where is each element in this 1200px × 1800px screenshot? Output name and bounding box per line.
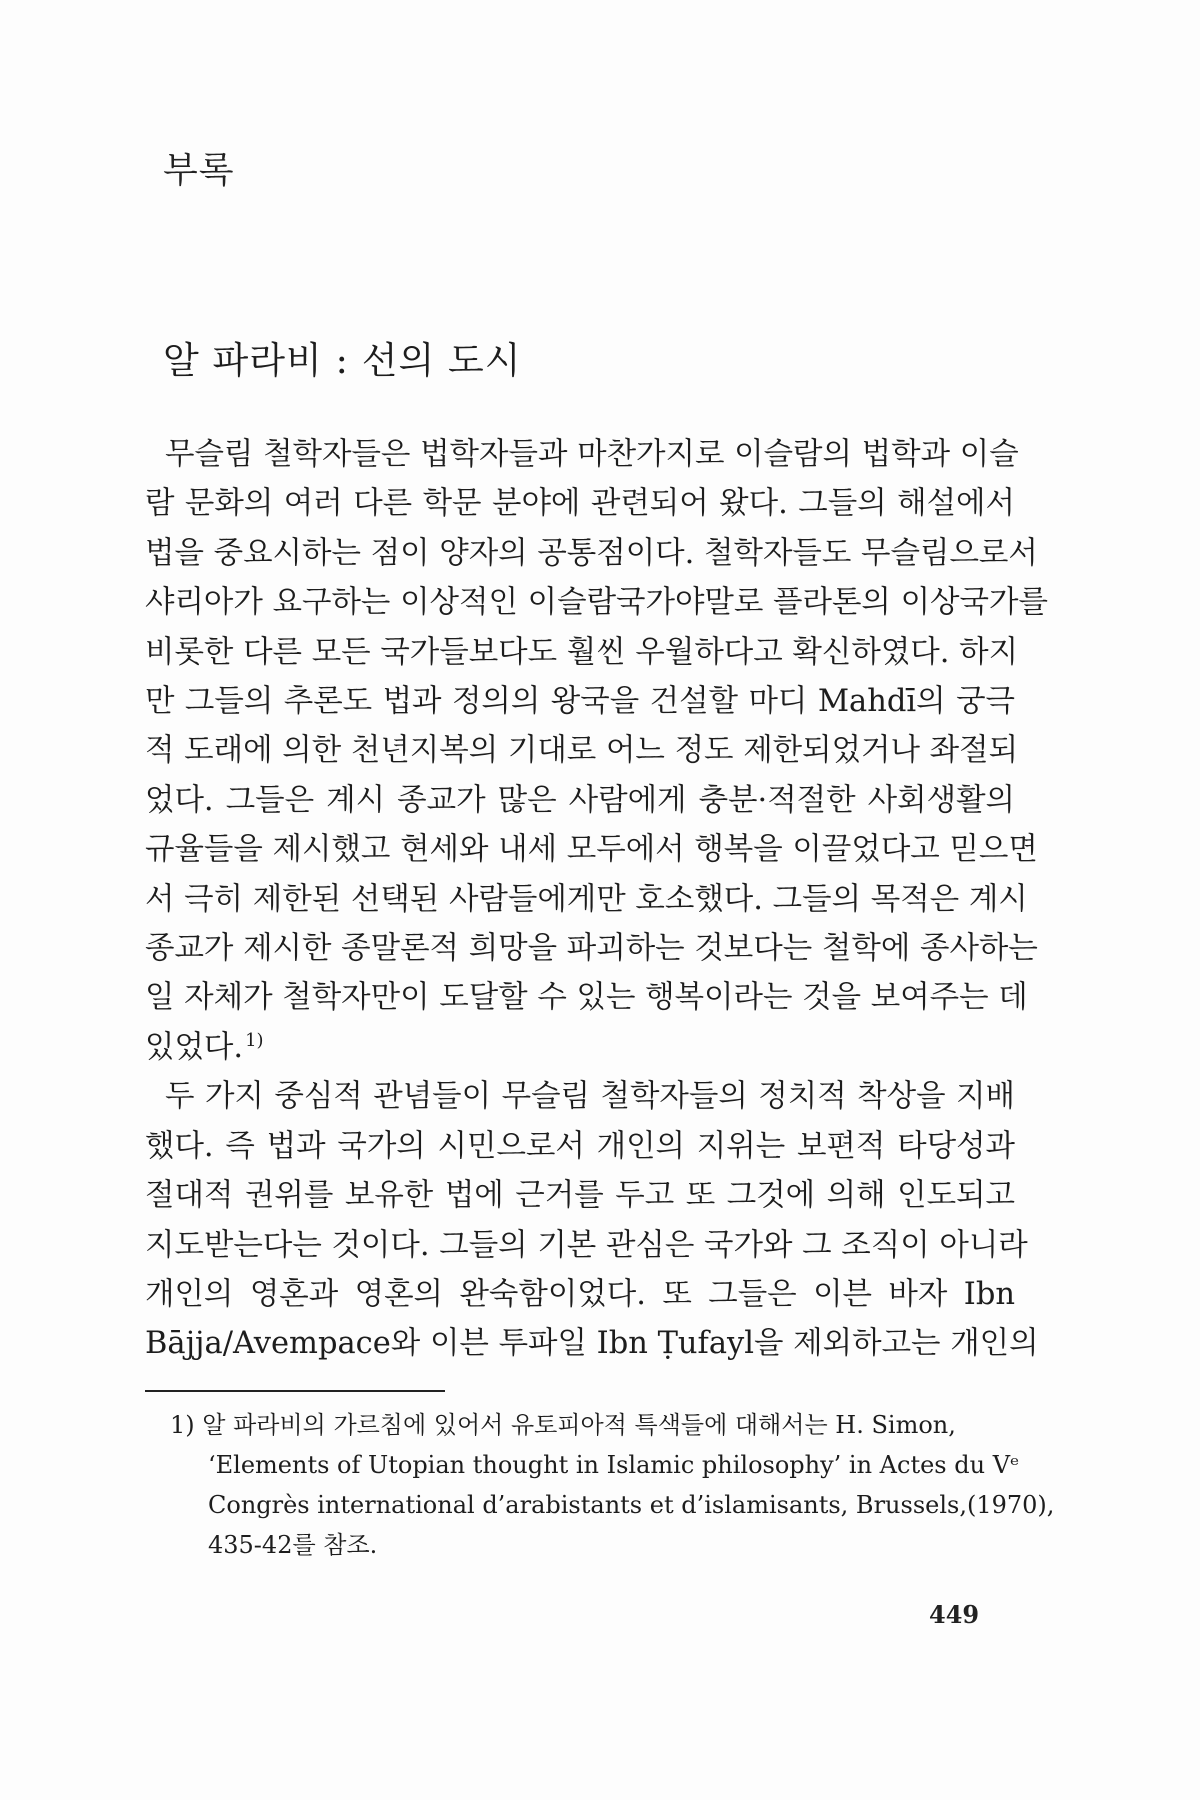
running-head: 부록 (163, 150, 235, 191)
text-line-end: 있었다. (145, 1029, 244, 1065)
text-line: 두 가지 중심적 관념들이 무슬림 철학자들의 정치적 착상을 지배 (165, 1079, 1015, 1115)
footnote-divider (145, 1390, 445, 1392)
text-line: 비롯한 다른 모든 국가들보다도 훨씬 우월하다고 확신하였다. 하지 (145, 634, 1019, 670)
footnote-line: 435-42를 참조. (208, 1531, 378, 1559)
text-line: 서 극히 제한된 선택된 사람들에게만 호소했다. 그들의 목적은 계시 (145, 881, 1028, 917)
text-line: 일 자체가 철학자만이 도달할 수 있는 행복이라는 것을 보여주는 데 (145, 980, 1028, 1016)
text-line: 개인의 영혼과 영혼의 완숙함이었다. 또 그들은 이븐 바자 Ibn (145, 1276, 1015, 1312)
paragraph-1 (145, 430, 1048, 1072)
footnote-line: ‘Elements of Utopian thought in Islamic philosophy’ in Actes du Vᵉ (208, 1451, 1020, 1479)
text-line: 절대적 권위를 보유한 법에 근거를 두고 또 그것에 의해 인도되고 (145, 1178, 1015, 1214)
text-line: 지도받는다는 것이다. 그들의 기본 관심은 국가와 그 조직이 아니라 (145, 1227, 1028, 1263)
text-line (145, 1023, 1015, 1072)
text-line: 종교가 제시한 종말론적 희망을 파괴하는 것보다는 철학에 종사하는 (145, 931, 1038, 967)
text-line: 법을 중요시하는 점이 양자의 공통점이다. 철학자들도 무슬림으로서 (145, 535, 1038, 571)
body-text (145, 430, 1048, 1369)
text-line: 무슬림 철학자들은 법학자들과 마찬가지로 이슬람의 법학과 이슬 (165, 437, 1019, 472)
paragraph-2 (145, 1072, 1039, 1368)
text-line: 샤리아가 요구하는 이상적인 이슬람국가야말로 플라톤의 이상국가를 (145, 585, 1048, 621)
footnote-line: 1) 알 파라비의 가르침에 있어서 유토피아적 특색들에 대해서는 H. Simon, (170, 1411, 956, 1439)
text-line: Bājja/Avempace와 이븐 투파일 Ibn Ṭufayl을 제외하고는 개인의 (145, 1326, 1039, 1362)
text-line: 만 그들의 추론도 법과 정의의 왕국을 건설할 마디 Mahdī의 궁극 (145, 684, 1015, 720)
text-line: 적 도래에 의한 천년지복의 기대로 어느 정도 제한되었거나 좌절되 (145, 733, 1019, 769)
chapter-title: 알 파라비 : 선의 도시 (163, 339, 522, 382)
footnote (170, 1405, 1055, 1565)
text-line: 규율들을 제시했고 현세와 내세 모두에서 행복을 이끌었다고 믿으면 (145, 832, 1038, 868)
text-line: 했다. 즉 법과 국가의 시민으로서 개인의 지위는 보편적 타당성과 (145, 1128, 1015, 1164)
footnote-line: Congrès international d’arabistants et d’islamisants, Brussels,(1970), (208, 1491, 1055, 1519)
text-line: 람 문화의 여러 다른 학문 분야에 관련되어 왔다. 그들의 해설에서 (145, 486, 1015, 522)
footnote-reference[interactable]: 1) (245, 1029, 264, 1051)
text-line: 었다. 그들은 계시 종교가 많은 사람에게 충분·적절한 사회생활의 (145, 782, 1015, 818)
page-number: 449 (929, 1600, 980, 1629)
